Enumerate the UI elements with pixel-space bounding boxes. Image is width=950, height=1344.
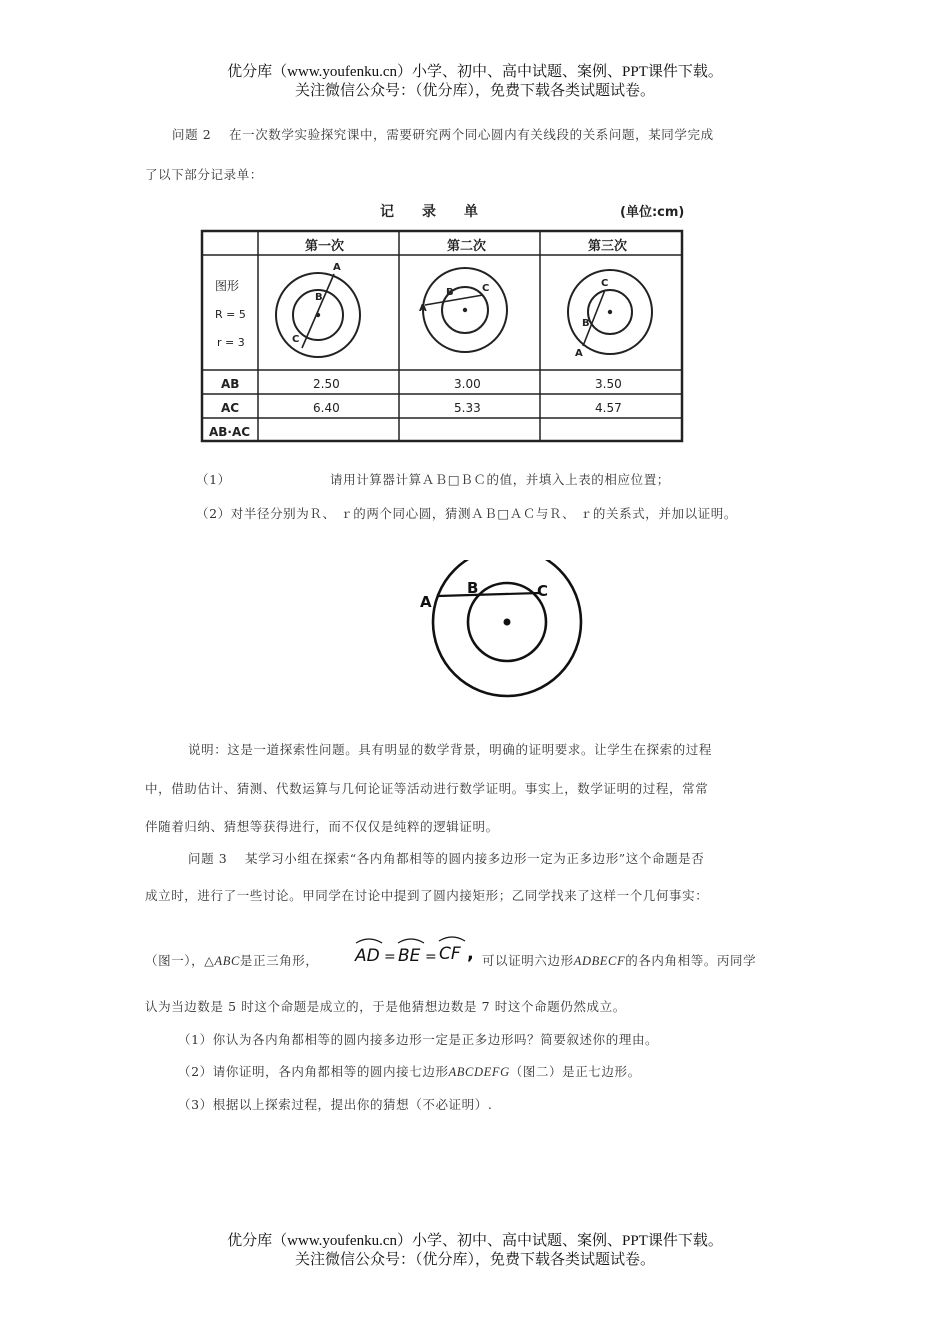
header-line-1: 优分库（www.youfenku.cn）小学、初中、高中试题、案例、PPT课件下载。 xyxy=(227,64,723,80)
problem3-q2-a: （2）请你证明，各内角都相等的圆内接七边形 xyxy=(178,1064,449,1079)
explanation-line2: 中，借助估计、猜测、代数运算与几何论证等活动进行数学证明。事实上，数学证明的过程，常常 xyxy=(145,781,709,796)
record-table xyxy=(195,198,690,448)
concentric-figure-3 xyxy=(568,270,652,359)
fig2-label-B: B xyxy=(446,287,454,298)
row-label-figure: 图形 xyxy=(215,279,240,293)
hexagon-adbecf: ADBECF xyxy=(573,954,626,968)
problem3-line3-end xyxy=(482,952,756,970)
problem3-q2 xyxy=(178,1063,641,1081)
fig3-label-C: C xyxy=(601,278,609,289)
figure-label-B: B xyxy=(467,579,479,597)
fig2-label-A: A xyxy=(419,303,427,314)
row-label-AB: AB xyxy=(221,377,240,391)
problem2-q1-text: 请用计算器计算ＡＢ□ＢＣ的值，并填入上表的相应位置； xyxy=(330,472,670,487)
concentric-figure-2 xyxy=(419,268,507,352)
header-line-2: 关注微信公众号：（优分库），免费下载各类试题试卷。 xyxy=(294,83,655,99)
concentric-figure-1 xyxy=(276,262,360,357)
ab-value-2: 3.00 xyxy=(454,377,481,391)
problem2-intro-line1: 问题 2 在一次数学实验探究课中，需要研究两个同心圆内有关线段的关系问题，某同学完成 xyxy=(172,127,714,142)
arc-equation xyxy=(352,934,486,970)
fig1-label-A: A xyxy=(333,262,341,273)
footer-line-2: 关注微信公众号：（优分库），免费下载各类试题试卷。 xyxy=(294,1252,655,1268)
problem3-line2: 成立时，进行了一些讨论。甲同学在讨论中提到了圆内接矩形；乙同学找来了这样一个几何事实： xyxy=(145,888,709,903)
table-unit: (单位:cm) xyxy=(620,205,685,220)
arc-comma: , xyxy=(467,943,474,964)
arc-be: BE xyxy=(398,946,421,966)
problem3-q1: （1）你认为各内角都相等的圆内接多边形一定是正多边形吗？简要叙述你的理由。 xyxy=(178,1032,659,1047)
heptagon-abcdefg: ABCDEFG xyxy=(448,1065,510,1079)
problem3-q3: （3）根据以上探索过程，提出你的猜想（不必证明）. xyxy=(178,1097,493,1112)
col-header-3: 第三次 xyxy=(588,239,628,254)
fig3-label-A: A xyxy=(575,348,583,359)
col-header-1: 第一次 xyxy=(305,239,345,254)
ab-value-1: 2.50 xyxy=(313,377,340,391)
col-header-2: 第二次 xyxy=(447,239,487,254)
arc-cf: CF xyxy=(439,944,461,964)
problem2-intro-line2: 了以下部分记录单： xyxy=(145,167,263,182)
arc-ad: AD xyxy=(355,946,380,966)
explanation-line1: 说明：这是一道探索性问题。具有明显的数学背景，明确的证明要求。让学生在探索的过程 xyxy=(188,742,713,757)
problem3-line3-b: 是正三角形， xyxy=(239,953,319,968)
row-label-AC: AC xyxy=(221,401,240,415)
equals-sign-1: = xyxy=(384,949,396,965)
concentric-circles-figure xyxy=(410,560,590,700)
fig1-label-B: B xyxy=(315,292,323,303)
row-label-R: R = 5 xyxy=(215,308,246,321)
ac-value-2: 5.33 xyxy=(454,401,481,415)
fig3-label-B: B xyxy=(582,318,590,329)
fig2-label-C: C xyxy=(482,283,490,294)
problem3-line1: 问题 3 某学习小组在探索“各内角都相等的圆内接多边形一定为正多边形”这个命题是否 xyxy=(188,851,705,866)
row-label-r: r = 3 xyxy=(217,336,245,349)
figure-label-C: C xyxy=(537,582,549,600)
figure-label-A: A xyxy=(420,593,432,611)
problem2-q2-text: （2）对半径分别为Ｒ、 ｒ的两个同心圆，猜测ＡＢ□ＡＣ与Ｒ、 ｒ的关系式，并加以证明。 xyxy=(196,506,738,521)
ac-value-3: 4.57 xyxy=(595,401,622,415)
table-title: 记 录 单 xyxy=(380,204,478,220)
problem3-line3-a: （图一），△ xyxy=(145,953,215,968)
ac-value-1: 6.40 xyxy=(313,401,340,415)
problem3-line3-d: 的各内角相等。丙同学 xyxy=(625,953,757,968)
fig1-label-C: C xyxy=(292,334,300,345)
ab-value-3: 3.50 xyxy=(595,377,622,391)
equals-sign-2: = xyxy=(425,949,437,965)
problem3-line4: 认为当边数是 5 时这个命题是成立的，于是他猜想边数是 7 时这个命题仍然成立。 xyxy=(145,999,626,1014)
problem3-line3-c: 可以证明六边形 xyxy=(482,953,574,968)
explanation-line3: 伴随着归纳、猜想等获得进行，而不仅仅是纯粹的逻辑证明。 xyxy=(145,819,499,834)
triangle-abc: ABC xyxy=(214,954,240,968)
problem3-line3-start xyxy=(145,952,319,970)
footer-line-1: 优分库（www.youfenku.cn）小学、初中、高中试题、案例、PPT课件下载。 xyxy=(227,1233,723,1249)
row-label-ABAC: AB·AC xyxy=(209,425,251,439)
problem2-q1-number: （1） xyxy=(196,472,231,487)
problem3-q2-b: （图二）是正七边形。 xyxy=(509,1064,641,1079)
